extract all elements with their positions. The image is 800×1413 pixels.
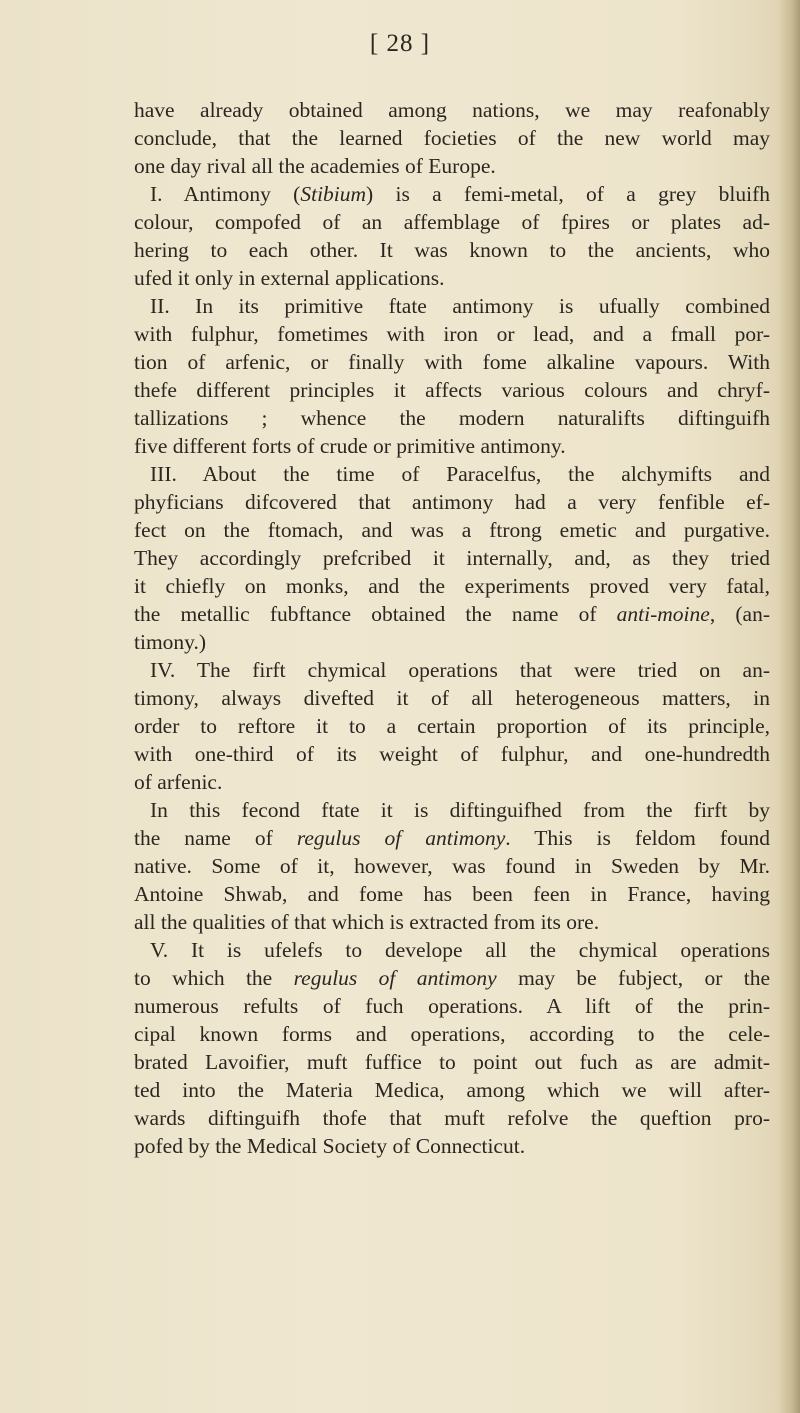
text-line: native. Some of it, however, was found in Sweden by Mr. [134, 854, 770, 878]
body-text [134, 96, 770, 1160]
text-line: pofed by the Medical Society of Connecticut. [134, 1134, 526, 1158]
text-line: numerous refults of fuch operations. A lift of the prin- [134, 994, 770, 1018]
text-line: of arfenic. [134, 770, 223, 794]
text-line: thefe different principles it affects various colours and chryf- [134, 378, 770, 402]
page-edge-shadow [778, 0, 800, 1413]
text-line: Antoine Shwab, and fome has been feen in France, having [134, 882, 770, 906]
text-line: order to reftore it to a certain proportion of its principle, [134, 714, 770, 738]
text-line: wards diftinguifh thofe that muft refolve the queftion pro- [134, 1106, 770, 1130]
text-line: V. It is ufelefs to develope all the chymical operations [150, 938, 770, 962]
text-line: have already obtained among nations, we may reafonably [134, 98, 770, 122]
text-line: IV. The firft chymical operations that were tried on an- [150, 658, 770, 682]
text-line: II. In its primitive ftate antimony is ufually combined [150, 294, 770, 318]
text-line: tallizations ; whence the modern naturalifts diftinguifh [134, 406, 770, 430]
text-line: ted into the Materia Medica, among which we will after- [134, 1078, 770, 1102]
text-line: tion of arfenic, or finally with fome alkaline vapours. With [134, 350, 770, 374]
text-line: five different forts of crude or primitive antimony. [134, 434, 566, 458]
text-line: the name of regulus of antimony. This is feldom found [134, 826, 770, 850]
text-line: with one-third of its weight of fulphur, and one-hundredth [134, 742, 770, 766]
text-line: timony, always divefted it of all heterogeneous matters, in [134, 686, 770, 710]
text-line: the metallic fubftance obtained the name of anti-moine, (an- [134, 602, 770, 626]
text-line: colour, compofed of an affemblage of fpires or plates ad- [134, 210, 770, 234]
text-line: brated Lavoifier, muft fuffice to point out fuch as are admit- [134, 1050, 770, 1074]
text-line: ufed it only in external applications. [134, 266, 445, 290]
text-line: hering to each other. It was known to the ancients, who [134, 238, 770, 262]
text-line: They accordingly prefcribed it internally, and, as they tried [134, 546, 770, 570]
text-line: conclude, that the learned focieties of the new world may [134, 126, 770, 150]
text-line: to which the regulus of antimony may be fubject, or the [134, 966, 770, 990]
text-line: cipal known forms and operations, according to the cele- [134, 1022, 770, 1046]
text-line: with fulphur, fometimes with iron or lead, and a fmall por- [134, 322, 770, 346]
text-line: III. About the time of Paracelfus, the alchymifts and [150, 462, 770, 486]
text-line: In this fecond ftate it is diftinguifhed from the firft by [150, 798, 770, 822]
text-line: timony.) [134, 630, 207, 654]
text-line: phyficians difcovered that antimony had a very fenfible ef- [134, 490, 770, 514]
text-line: it chiefly on monks, and the experiments proved very fatal, [134, 574, 770, 598]
text-line: one day rival all the academies of Europe. [134, 154, 496, 178]
page-number-header: [ 28 ] [369, 30, 431, 57]
text-line: I. Antimony (Stibium) is a femi-metal, of a grey bluifh [150, 182, 770, 206]
text-line: all the qualities of that which is extracted from its ore. [134, 910, 600, 934]
text-line: fect on the ftomach, and was a ftrong emetic and purgative. [134, 518, 770, 542]
